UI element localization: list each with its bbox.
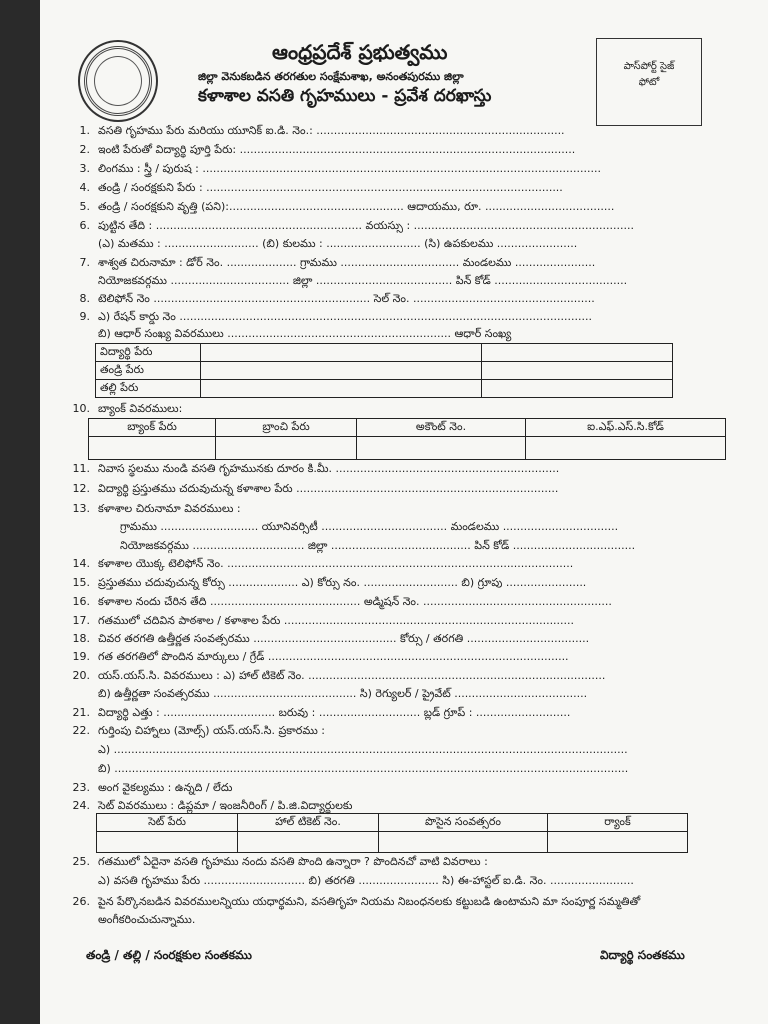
field-number: 23. (72, 781, 90, 794)
field-18[interactable] (62, 632, 589, 646)
table-header: ర్యాంక్ (548, 814, 688, 832)
field-label: కళాశాల చిరునామా వివరములు : (98, 502, 241, 515)
parent-signature-label: తండ్రి / తల్లి / సంరక్షకుల సంతకము (86, 948, 252, 962)
field-label: లింగము : స్త్రీ / పురుష : .................................................................................................................. (98, 162, 601, 175)
field-number: 4. (79, 181, 90, 194)
field-22 (62, 724, 325, 738)
field-12[interactable] (62, 482, 558, 496)
field-number: 3. (79, 162, 90, 175)
table-cell[interactable] (482, 380, 673, 398)
field-1[interactable] (62, 124, 565, 138)
field-number: 25. (72, 855, 90, 868)
field-number: 20. (72, 669, 90, 682)
field-number: 9. (79, 310, 90, 323)
field-label: గతములో చదివిన పాఠశాల / కళాశాల పేరు ................................................................................... (98, 614, 575, 627)
field-22-mark-b[interactable]: బి) ................................................................................................................................................... (98, 762, 629, 775)
field-label: గతములో ఏదైనా వసతి గృహము నందు వసతి పొంది ఉన్నారా ? పొందినచో వాటి వివరాలు : (98, 855, 488, 868)
set-table (96, 813, 688, 853)
field-number: 7. (79, 256, 90, 269)
table-row (97, 814, 688, 832)
field-label: అంగ వైకల్యము : ఉన్నది / లేదు (98, 781, 233, 794)
field-number: 26. (72, 895, 90, 908)
field-number: 11. (72, 462, 90, 475)
field-8[interactable] (62, 292, 595, 306)
field-label: తండ్రి / సంరక్షకుని వృత్తి (పని):.................................................. ఆదాయము, రూ. ..................................... (98, 200, 615, 213)
field-number: 24. (72, 799, 90, 812)
field-label: కళాశాల నందు చేరిన తేది ........................................... అడ్మిషన్ నెం. ...................................................... (98, 595, 612, 608)
field-label: విద్యార్థి ప్రస్తుతము చదువుచున్న కళాశాల పేరు ........................................................................... (98, 482, 559, 495)
aadhaar-table (95, 343, 673, 398)
field-15[interactable] (62, 576, 586, 590)
table-header: సెట్ పేరు (97, 814, 238, 832)
field-20[interactable] (62, 669, 605, 683)
field-label: గుర్తింపు చిహ్నాలు (మోల్స్) యస్.యస్.సి. ప్రకారము : (98, 724, 325, 737)
field-22-mark-a[interactable]: ఎ) ................................................................................................................................................... (98, 743, 628, 756)
field-label: ఎ) రేషన్ కార్డు నెం ...................................................................................................................... (98, 310, 592, 323)
photo-label-1: పాస్‌పోర్ట్ సైజ్ (623, 61, 675, 72)
field-number: 13. (72, 502, 90, 515)
field-label: సెట్ వివరములు : డిప్లమా / ఇంజనీరింగ్ / పి.జి.విద్యార్థులకు (98, 799, 353, 812)
table-cell[interactable] (357, 437, 526, 460)
table-header: పొసైన సంవత్సరం (379, 814, 548, 832)
field-number: 18. (72, 632, 90, 645)
field-label: తండ్రి / సంరక్షకుని పేరు : ...................................................................................................... (98, 181, 563, 194)
field-number: 15. (72, 576, 90, 589)
field-label: బ్యాంక్ వివరములు: (98, 402, 183, 415)
table-header: ఐ.ఎఫ్.ఎస్.సి.కోడ్ (526, 419, 726, 437)
field-19[interactable] (62, 650, 569, 664)
field-label: ప్రస్తుతము చదువుచున్న కోర్సు .................... ఎ) కోర్సు నం. ........................... బి) గ్రూపు ....................... (98, 576, 587, 589)
field-17[interactable] (62, 614, 574, 628)
field-9-aadhaar[interactable]: బి) ఆధార్ సంఖ్య వివరములు ................................................................ ఆధార్ సంఖ్య (98, 327, 512, 340)
field-label: టెలిఫోన్ నెం .............................................................. సెల్ నెం. .................................................... (98, 292, 595, 305)
field-23[interactable] (62, 781, 232, 795)
field-5[interactable] (62, 200, 614, 214)
field-number: 1. (79, 124, 90, 137)
seal-emblem (94, 56, 142, 106)
field-number: 2. (79, 143, 90, 156)
field-13-village[interactable]: గ్రామము ............................ యూనివర్సిటీ .................................... మండలము ................................. (120, 520, 619, 533)
form-title: కళాశాల వసతి గృహములు - ప్రవేశ దరఖాస్తు (198, 86, 492, 106)
field-number: 5. (79, 200, 90, 213)
field-number: 17. (72, 614, 90, 627)
field-label: గత తరగతిలో పొందిన మార్కులు / గ్రేడ్ ...................................................................................... (98, 650, 569, 663)
table-cell[interactable] (216, 437, 357, 460)
field-25 (62, 855, 488, 869)
table-row (96, 380, 673, 398)
field-label: విద్యార్థి ఎత్తు : ................................ బరువు : ............................. బ్లడ్ గ్రూప్ : ........................... (98, 706, 571, 719)
field-number: 21. (72, 706, 90, 719)
field-number: 16. (72, 595, 90, 608)
field-26-continued: అంగీకరించుచున్నాము. (98, 913, 196, 926)
field-20-pass-year[interactable]: బి) ఉత్తీర్ణతా సంవత్సరము ......................................... సి) రెగ్యులర్ / ప్రైవేట్ ...................................... (98, 687, 588, 700)
field-number: 6. (79, 219, 90, 232)
table-cell[interactable] (548, 832, 688, 853)
table-header: బ్యాంక్ పేరు (89, 419, 216, 437)
field-2[interactable] (62, 143, 575, 157)
table-cell[interactable] (526, 437, 726, 460)
bank-table (88, 418, 726, 460)
field-7-constituency[interactable]: నియోజకవర్గము .................................. జిల్లా ....................................... పిన్ కోడ్ ...................................... (98, 274, 628, 287)
field-13 (62, 502, 241, 516)
field-number: 19. (72, 650, 90, 663)
photo-box (596, 38, 702, 126)
table-cell[interactable] (89, 437, 216, 460)
field-3[interactable] (62, 162, 601, 176)
table-header: హాల్ టికెట్ నెం. (238, 814, 379, 832)
table-cell[interactable] (238, 832, 379, 853)
field-label: యస్.యస్.సి. వివరములు : ఎ) హాల్ టికెట్ నెం. ..................................................................................... (98, 669, 606, 682)
department-subtitle: జిల్లా వెనుకబడిన తరగతుల సంక్షేమశాఖ, అనంతపురము జిల్లా (198, 70, 464, 83)
field-11[interactable] (62, 462, 559, 476)
field-label: శాశ్వత చిరునామా : డోర్ నెం. .................... గ్రామము .................................. మండలము ....................... (98, 256, 596, 269)
table-row (89, 437, 726, 460)
field-number: 12. (72, 482, 90, 495)
field-label: పైన పేర్కొనబడిన వివరములన్నియు యధార్థమని, వసతిగృహ నియమ నిబంధనలకు కట్టుబడి ఉంటామని మా సంపూర్ణ సమ్మతితో (98, 895, 641, 908)
government-title: ఆంధ్రప్రదేశ్ ప్రభుత్వము (272, 40, 448, 64)
field-14[interactable] (62, 557, 573, 571)
field-7[interactable] (62, 256, 595, 270)
field-label: చివర తరగతి ఉత్తీర్ణత సంవత్సరము ......................................... కోర్సు / తరగతి ................................... (98, 632, 590, 645)
table-header: అకౌంట్ నెం. (357, 419, 526, 437)
field-label: ఇంటి పేరుతో విద్యార్థి పూర్తి పేరు: ................................................................................................ (98, 143, 576, 156)
government-seal (78, 40, 158, 122)
field-25-hostel[interactable]: ఎ) వసతి గృహము పేరు ............................. బి) తరగతి ....................... సి) ఈ-హాస్టల్ ఐ.డి. నెం. ........................ (98, 874, 634, 887)
field-16[interactable] (62, 595, 612, 609)
table-header: బ్రాంచి పేరు (216, 419, 357, 437)
table-row (89, 419, 726, 437)
table-cell[interactable] (482, 344, 673, 362)
table-cell: తల్లి పేరు (96, 380, 201, 398)
field-label: నివాస స్థలము నుండి వసతి గృహమునకు దూరం కి.మీ. ................................................................ (98, 462, 560, 475)
field-label: కళాశాల యొక్క టెలిఫోన్ నెం. ................................................................................................... (98, 557, 574, 570)
photo-label-2: ఫోటో (638, 77, 660, 88)
table-cell[interactable] (482, 362, 673, 380)
table-cell[interactable] (201, 362, 482, 380)
table-row (97, 832, 688, 853)
field-26 (62, 895, 640, 909)
field-label: పుట్టిన తేది : ........................................................... వయస్సు : ............................................................... (98, 219, 634, 232)
field-13-constituency[interactable]: నియోజకవర్గము ................................ జిల్లా ........................................ పిన్ కోడ్ ................................... (120, 539, 636, 552)
field-6[interactable] (62, 219, 634, 233)
form-sheet (40, 0, 768, 1024)
table-cell[interactable] (201, 380, 482, 398)
table-row (96, 344, 673, 362)
field-4[interactable] (62, 181, 563, 195)
table-cell[interactable] (379, 832, 548, 853)
table-row (96, 362, 673, 380)
field-number: 10. (72, 402, 90, 415)
field-9[interactable] (62, 310, 592, 324)
field-number: 22. (72, 724, 90, 737)
field-21[interactable] (62, 706, 570, 720)
table-cell[interactable] (201, 344, 482, 362)
student-signature-label: విద్యార్థి సంతకము (600, 948, 685, 962)
field-number: 14. (72, 557, 90, 570)
table-cell: విద్యార్థి పేరు (96, 344, 201, 362)
field-number: 8. (79, 292, 90, 305)
table-cell: తండ్రి పేరు (96, 362, 201, 380)
field-6-religion-caste[interactable]: (ఎ) మతము : ........................... (బి) కులము : ........................... (సి) ఉపకులము ....................... (98, 237, 578, 250)
field-label: వసతి గృహము పేరు మరియు యూనిక్ ఐ.డి. నెం.: ....................................................................... (98, 124, 565, 137)
field-24 (62, 799, 352, 813)
field-10 (62, 402, 182, 416)
table-cell[interactable] (97, 832, 238, 853)
